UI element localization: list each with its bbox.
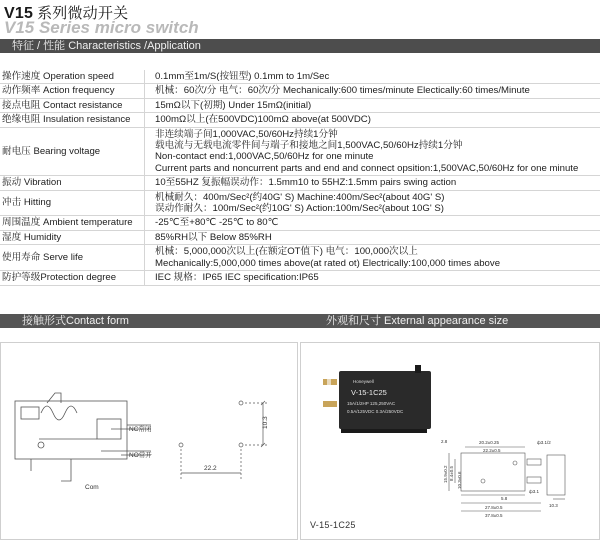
model-name: V15 <box>4 5 33 22</box>
spec-value-line: 载电流与无载电流零件间与端子和接地之间1,500VAC,50/60Hz持续1分钟 <box>155 140 598 151</box>
spec-key: 振动 Vibration <box>0 176 145 190</box>
contact-form-label: 接触形式Contact form <box>22 314 129 328</box>
dim-d3: ф3.1/2 <box>537 440 551 445</box>
rating-line2: 0.5A/125VDC 0.3A/250VDC <box>347 409 404 414</box>
dim-d8: 5.8 <box>501 496 508 501</box>
spec-key: 冲击 Hitting <box>0 190 145 216</box>
spec-value-line: 10至55HZ 复振幅误动作：1.5mm10 to 55HZ:1.5mm pairs swing action <box>155 177 598 188</box>
spec-value <box>145 113 600 127</box>
spec-value-line: 15mΩ以下(初期) Under 15mΩ(initial) <box>155 100 598 111</box>
no-label: NO常开 <box>129 450 152 459</box>
contact-form-diagram <box>1 343 297 539</box>
spec-row <box>0 176 600 190</box>
spec-row <box>0 230 600 244</box>
dimension-drawing <box>441 433 571 523</box>
spec-value <box>145 84 600 98</box>
spec-row <box>0 113 600 127</box>
spec-key: 湿度 Humidity <box>0 230 145 244</box>
spec-value-line: 100mΩ以上(在500VDC)100mΩ above(at 500VDC) <box>155 114 598 125</box>
spec-value <box>145 245 600 271</box>
spec-row <box>0 70 600 84</box>
dim-d10: 37.8±0.5 <box>485 513 503 518</box>
rating-line1: 15A/1/2HP 125,250VAC <box>347 401 396 406</box>
dim-d7: 10.3±0.6 <box>457 471 462 489</box>
dim-width: 22.2 <box>204 465 217 472</box>
spec-row <box>0 84 600 98</box>
spec-key: 防护等级Protection degree <box>0 271 145 285</box>
spec-value-line: 85%RH以下 Below 85%RH <box>155 232 598 243</box>
spec-value <box>145 271 600 285</box>
section-bar-contact-appearance <box>0 314 600 328</box>
subtitle-en: V15 Series micro switch <box>4 18 199 38</box>
product-caption: V-15-1C25 <box>310 520 356 530</box>
dim-d6: 8.4±0.5 <box>449 466 454 481</box>
spec-row <box>0 127 600 176</box>
spec-table <box>0 70 600 286</box>
spec-value <box>145 216 600 230</box>
spec-key: 操作速度 Operation speed <box>0 70 145 84</box>
spec-value-line: 0.1mm至1m/S(按钮型) 0.1mm to 1m/Sec <box>155 71 598 82</box>
com-label: Com <box>85 484 99 491</box>
appearance-label: 外观和尺寸 External appearance size <box>326 314 508 328</box>
spec-key: 接点电阻 Contact resistance <box>0 98 145 112</box>
spec-value <box>145 127 600 176</box>
spec-value-line: Current parts and noncurrent parts and end and connect opsition:1,500VAC,50/60Hz for one minute <box>155 163 598 174</box>
title-cn: 系列微动开关 <box>37 5 128 22</box>
spec-row <box>0 271 600 285</box>
spec-key: 动作频率 Action frequency <box>0 84 145 98</box>
spec-value-line: IEC 规格：IP65 IEC specification:IP65 <box>155 272 598 283</box>
section-bar-characteristics <box>0 39 600 53</box>
dim-d4: 22.2±0.5 <box>483 448 501 453</box>
model-label: V-15-1C25 <box>351 388 387 397</box>
dim-d2: 20.2±0.25 <box>479 440 499 445</box>
spec-value-line: Mechanically:5,000,000 times above(at rated ot) Electrically:100,000 times above <box>155 258 598 269</box>
appearance-panel <box>300 342 600 540</box>
spec-value <box>145 230 600 244</box>
spec-value-line: 误动作耐久：100m/Sec²(约10G' S) Action:100m/Sec²(about 10G' S) <box>155 203 598 214</box>
spec-row <box>0 98 600 112</box>
dim-d9: 27.8±0.5 <box>485 505 503 510</box>
spec-key: 使用寿命 Serve life <box>0 245 145 271</box>
section-label: 特征 / 性能 Characteristics /Application <box>12 40 201 52</box>
dim-height: 10.3 <box>262 416 269 429</box>
spec-key: 周围温度 Ambient temperature <box>0 216 145 230</box>
spec-value-line: Non-contact end:1,000VAC,50/60Hz for one minute <box>155 151 598 162</box>
spec-value-line: 机械：60次/分 电气：60次/分 Mechanically:600 times/minute Electically:60 times/Minute <box>155 85 598 96</box>
nc-label: NC常闭 <box>129 424 152 433</box>
spec-row <box>0 245 600 271</box>
spec-value-line: 机械：5,000,000次以上(在额定OT值下) 电气：100,000次以上 <box>155 246 598 257</box>
spec-value <box>145 70 600 84</box>
dim-d11: ф3.1 <box>529 489 539 494</box>
dim-d12: 10.3 <box>549 503 558 508</box>
brand-label: Honeywell <box>353 379 374 384</box>
spec-key: 绝缘电阻 Insulation resistance <box>0 113 145 127</box>
spec-value-line: 机械耐久：400m/Sec²(约40G' S) Machine:400m/Sec²(about 40G' S) <box>155 192 598 203</box>
spec-value <box>145 190 600 216</box>
contact-form-panel <box>0 342 298 540</box>
dim-d5: 15.9±0.2 <box>443 465 448 483</box>
spec-row <box>0 190 600 216</box>
spec-key: 耐电压 Bearing voltage <box>0 127 145 176</box>
dim-d1: 2.8 <box>441 439 448 444</box>
spec-row <box>0 216 600 230</box>
spec-value <box>145 176 600 190</box>
spec-value-line: -25℃至+80℃ -25℃ to 80℃ <box>155 217 598 228</box>
spec-value-line: 非连续端子间1,000VAC,50/60Hz持续1分钟 <box>155 129 598 140</box>
spec-value <box>145 98 600 112</box>
